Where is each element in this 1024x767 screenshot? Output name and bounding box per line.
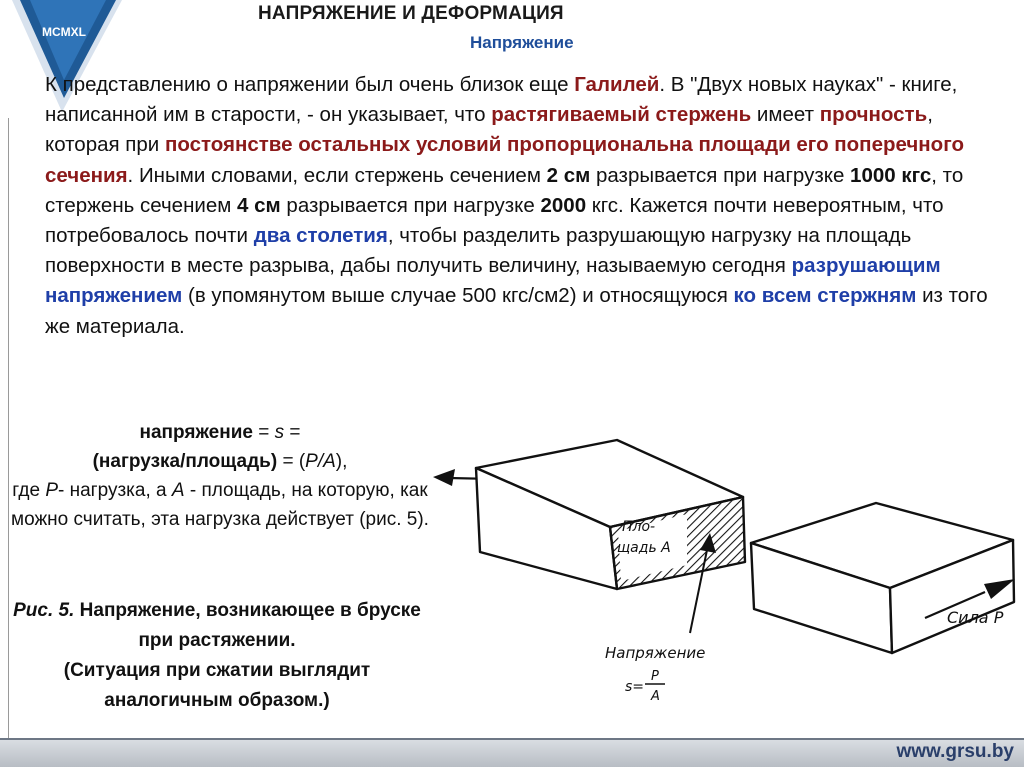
text-span: , чтобы разделить разрушающую нагрузку на площадь поверхности в месте разрыва, дабы получить величину, называемую сегодня — [45, 224, 912, 278]
formula-term-load-area: (нагрузка/площадь) — [92, 451, 278, 472]
highlight-proportional: постоянстве остальных условий пропорциональна площади его поперечного сечения — [45, 133, 964, 187]
text-span: , то стержень сечением — [45, 163, 964, 217]
figure-caption — [0, 596, 434, 716]
text-span: разрывается при нагрузке — [590, 163, 851, 187]
page-title: НАПРЯЖЕНИЕ И ДЕФОРМАЦИЯ — [258, 3, 564, 24]
area-label-line2: щадь А — [617, 540, 671, 556]
caption-figure-number: Рис. 5. — [13, 600, 75, 621]
text-span: кгс. Кажется почти невероятным, что потребовалось почти — [45, 193, 944, 248]
formula-term-stress: напряжение — [139, 422, 253, 443]
value-4cm: 4 см — [237, 193, 281, 217]
value-1000kgs: 1000 кгс — [850, 163, 932, 187]
text-span: (в упомянутом выше случае 500 кгс/см2) и относящуюся — [182, 284, 734, 308]
text-span: имеет — [751, 103, 820, 127]
value-2000: 2000 — [540, 193, 587, 217]
formula-symbol-a: A — [171, 480, 185, 501]
force-label: Сила Р — [947, 608, 1004, 627]
caption-title: Напряжение, возникающее в бруске при растяжении. — [74, 600, 421, 651]
highlight-strength: прочность — [819, 103, 928, 127]
main-paragraph — [45, 70, 995, 342]
stress-formula-a: A — [651, 689, 660, 704]
footer-url[interactable]: www.grsu.by — [896, 741, 1014, 762]
highlight-two-centuries: два столетия — [253, 224, 388, 248]
logo-text: MCMXL — [42, 25, 86, 39]
highlight-all-rods: ко всем стержням — [733, 284, 917, 308]
formula-symbol-pa: P/A — [305, 451, 336, 472]
highlight-breaking-stress: разрушающим напряжением — [45, 254, 941, 308]
stress-label: Напряжение — [605, 644, 706, 662]
stress-formula-p: P — [651, 669, 659, 684]
text-span: . Иными словами, если стержень сечением — [127, 163, 547, 187]
right-block — [751, 503, 1014, 653]
highlight-stretched-rod: растягиваемый стержень — [491, 103, 752, 127]
formula-text: - нагрузка, а — [58, 480, 172, 501]
page-subtitle: Напряжение — [470, 33, 574, 52]
stress-formula-s: s= — [625, 679, 645, 695]
caption-note: (Ситуация при сжатии выглядит аналогичным образом.) — [63, 660, 371, 711]
text-span: К представлению о напряжении был очень близок еще — [45, 73, 575, 96]
left-arrowhead — [433, 469, 455, 486]
left-block — [476, 440, 745, 589]
area-label-line1: Пло- — [622, 519, 656, 535]
formula-text: ), — [335, 451, 348, 472]
text-span: из того же материала. — [45, 284, 988, 338]
stress-formula — [10, 418, 430, 534]
highlight-galileo: Галилей — [574, 73, 660, 96]
tension-figure — [425, 425, 1020, 725]
formula-symbol-s: s — [274, 422, 285, 443]
text-span: разрывается при нагрузке — [280, 193, 541, 217]
formula-text: = — [284, 422, 301, 443]
formula-symbol-p: P — [45, 480, 58, 501]
formula-text: = ( — [277, 451, 306, 472]
text-span: . В "Двух новых науках" - книге, написанной им в старости, - он указывает, что — [45, 73, 958, 127]
formula-text: - площадь, на которую, как можно считать, эта нагрузка действует (рис. 5). — [11, 480, 429, 530]
text-span: , которая при — [45, 103, 933, 157]
formula-text: = — [252, 422, 275, 443]
formula-text: где — [12, 480, 46, 501]
footer-bar — [0, 740, 1024, 767]
value-2cm: 2 см — [546, 163, 591, 187]
